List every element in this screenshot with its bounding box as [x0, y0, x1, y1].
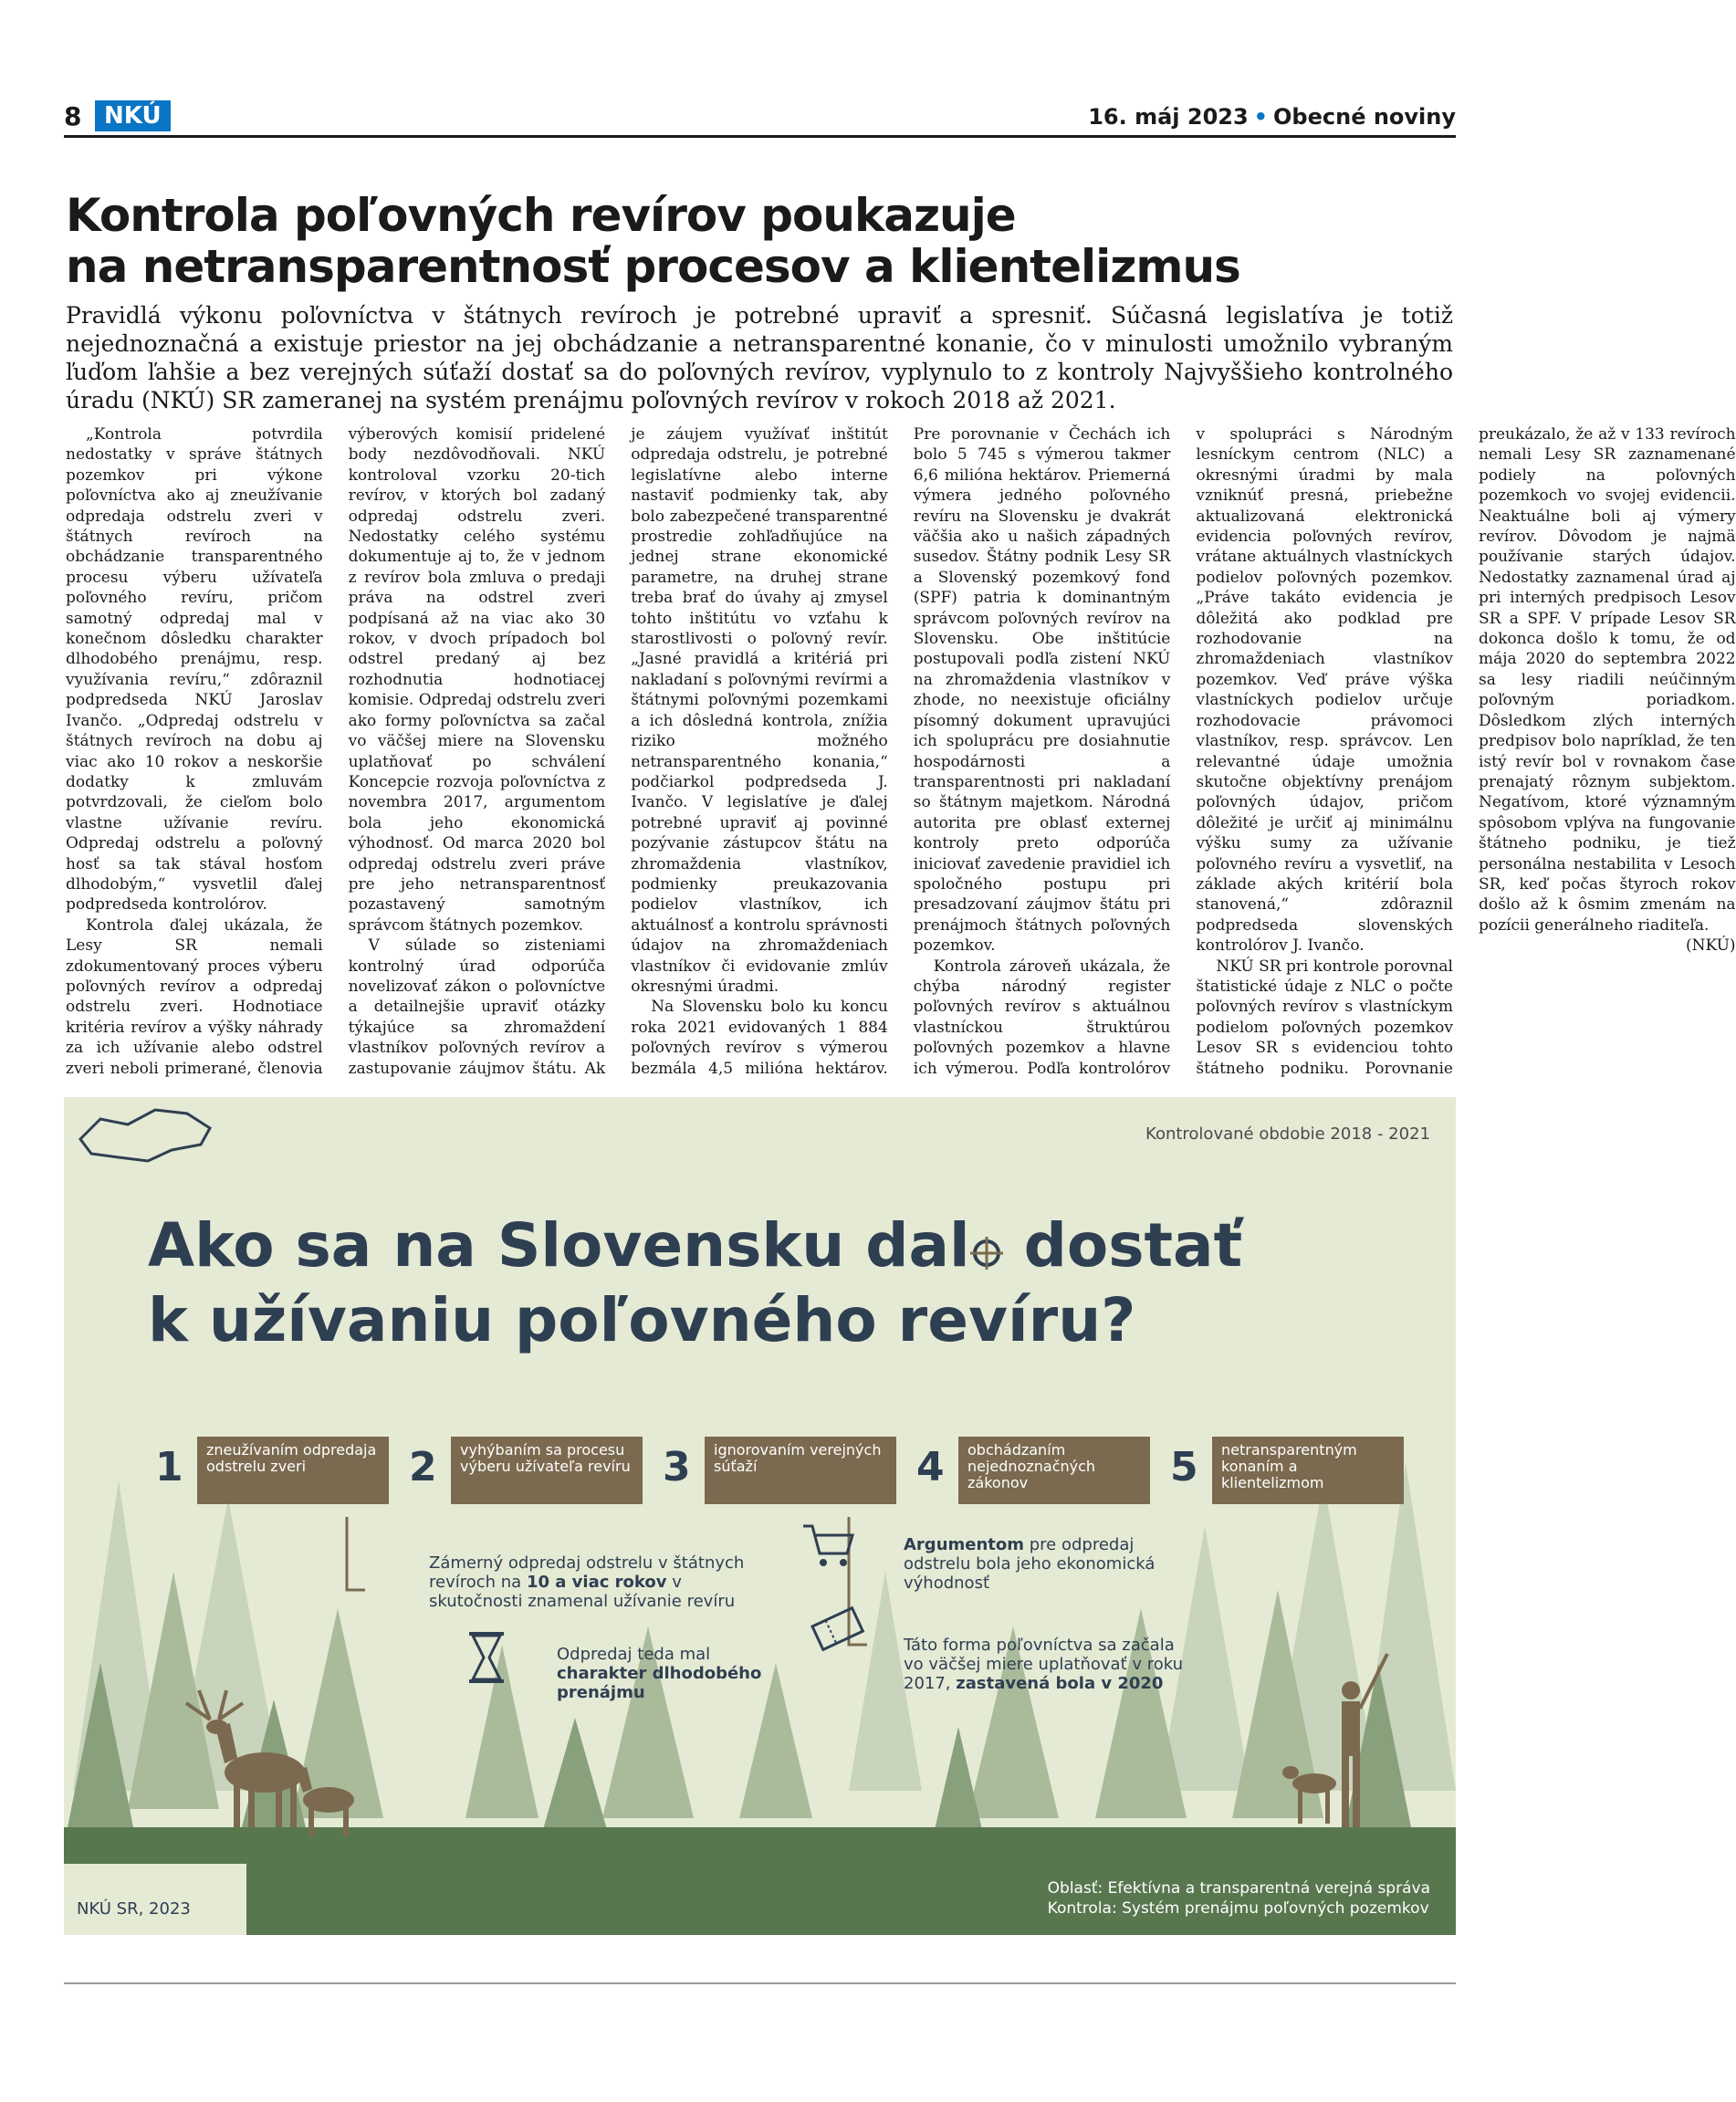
step-label: netransparentným konaním a klientelizmom: [1212, 1437, 1404, 1504]
note-emphasis: zastavená bola v 2020: [956, 1674, 1164, 1693]
article-headline: [66, 190, 1453, 292]
nku-logo: NKÚ: [95, 100, 171, 131]
note-emphasis: 10 a viac rokov: [526, 1573, 667, 1592]
step-number: 5: [1170, 1444, 1198, 1490]
step-label: zneužívaním odpredaja odstrelu zveri: [197, 1437, 389, 1504]
step-label: ignorovaním verejných súťaží: [705, 1437, 896, 1504]
article-signature: (NKÚ): [1686, 936, 1736, 956]
paper-name: Obecné noviny: [1273, 104, 1456, 130]
step-label: vyhýbaním sa procesu výberu užívateľa revíru: [451, 1437, 643, 1504]
paragraph: NKÚ SR pri kontrole porovnal štatistické údaje z NLC o počte poľovných revírov s vlastníckym podielom poľovných pozemkov Lesov SR s evidenciou tohto štátneho podniku. Porovnanie preukázalo, že až v 133 revíroch nemali Lesy SR zaznamenané podiely na poľovných pozemkoch vo svojej evidencii. Neaktuálne boli aj výmery revírov. Dôvodom je najmä používanie starých údajov. Nedostatky zaznamenal úrad aj pri interných predpisoch Lesov SR a SPF. V prípade Lesov SR dokonca došlo k tomu, že od mája 2020 do septembra 2022 sa lesy riadili neúčinným poľovným poriadkom. Dôsledkom zlých interných predpisov bolo napríklad, že ten istý revír bol v rovnakom čase prenajatý rôznym subjektom. Negatívom, ktoré významným spôsobom vplýva na fungovanie štátneho podniku, je tiež personálna nestabilita v Lesoch SR, keď počas štyroch rokov došlo až k ôsmim zmenám na pozícii generálneho riaditeľa.: [1196, 425, 1736, 1078]
headline-line-2: na netransparentnosť procesov a klientelizmus: [66, 240, 1240, 293]
note-text: pre odpredaj odstrelu bola jeho ekonomická výhodnosť: [904, 1535, 1156, 1593]
note-charakter: [557, 1645, 794, 1702]
note-odpredaj: [429, 1553, 776, 1611]
footer-rule: [64, 1982, 1456, 1984]
step-label: obchádzaním nejednoznačných zákonov: [958, 1437, 1150, 1504]
infographic-area: [1048, 1878, 1430, 1919]
paragraph: V súlade so zisteniami kontrolný úrad odporúča novelizovať zákon o poľovníctve a detailnejšie upraviť otázky týkajúce sa zhromaždení vlastníkov poľovných revírov a zastupovanie záujmov štátu. Ak je záujem využívať inštitút odpredaja odstrelu, je potrebné legislatívne alebo interne nastaviť podmienky tak, aby bolo zabezpečené transparentné prostredie zohľadňujúce na jednej strane ekonomické parametre, na druhej strane treba brať do úvahy aj zmysel tohto inštitútu vo vzťahu k starostlivosti o poľovný revír. „Jasné pravidlá a kritériá pri nakladaní s poľovnými revírmi a štátnymi poľovnými pozemkami a ich dôsledná kontrola, znížia riziko možného netransparentného konania,“ podčiarkol podpredseda J. Ivančo. V legislatíve je ďalej potrebné upraviť aj povinné pozývanie zástupcov štátu na zhromaždenia vlastníkov, podmienky preukazovania podielov vlastníkov, ich aktuálnosť a kontrolu správnosti údajov na zhromaždeniach vlastníkov či evidovanie zmlúv okresnými úradmi.: [348, 425, 888, 1078]
title-part: k užívaniu: [148, 1285, 516, 1355]
issue-date: 16. máj 2023: [1088, 104, 1249, 130]
paragraph: „Kontrola potvrdila nedostatky v správe štátnych pozemkov pri výkone poľovníctva ako aj zneužívanie odpredaja odstrelu zveri v štátnych revíroch na obchádzanie transparentného procesu výberu užívateľa poľovného revíru, pričom samotný odpredaj mal v konečnom dôsledku charakter dlhodobého prenájmu, resp. využívania revíru,“ zdôraznil podpredseda NKÚ Jaroslav Ivančo. „Odpredaj odstrelu v štátnych revíroch na dobu aj viac ako 10 rokov a neskoršie dodatky k zmluvám potvrdzovali, že cieľom bolo vlastne užívanie revíru. Odpredaj odstrelu a poľovný hosť sa tak stával hosťom dlhodobým,“ vysvetlil ďalej podpredseda kontrolórov.: [66, 425, 323, 915]
paragraph: Kontrola zároveň ukázala, že chýba národný register poľovných revírov s aktuálnou vlastníckou štruktúrou poľovných pozemkov a hlavne ich výmerou. Podľa kontrolórov v spolupráci s Národným lesníckym centrom (NLC) a okresnými úradmi by mala vzniknúť presná, priebežne aktualizovaná elektronická evidencia poľovných revírov, vrátane aktuálnych vlastníckych podielov poľovných pozemkov. „Práve takáto evidencia je dôležitá ako podklad pre rozhodovanie na zhromaždeniach vlastníkov pozemkov. Veď práve výška vlastníckych podielov určuje rozhodovacie právomoci vlastníkov, resp. správcov. Len relevantné údaje umožnia skutočne objektívny prenájom poľovných údajov, pričom dôležité je určiť aj minimálnu výšku sumy za užívanie poľovného revíru a vysvetliť, na základe akých kritérií bola stanovená,“ zdôraznil podpredseda slovenských kontrolórov J. Ivančo.: [913, 425, 1453, 1078]
step-number: 3: [663, 1444, 691, 1490]
page-number: 8: [64, 101, 82, 131]
note-text: v skutočnosti znamenal užívanie revíru: [429, 1573, 736, 1611]
hourglass-icon: [469, 1632, 504, 1683]
title-part: Ako sa na Slovensku dal: [148, 1210, 970, 1281]
headline-line-1: Kontrola poľovných revírov poukazuje: [66, 189, 1016, 242]
infographic: [64, 1097, 1456, 1935]
note-forma: [904, 1636, 1196, 1693]
area-line: Oblasť: Efektívna a transparentná verejná správa: [1047, 1879, 1430, 1898]
paragraph: Kontrola ďalej ukázala, že Lesy SR nemali zdokumentovaný proces výberu poľovných revírov a odpredaj odstrelu zveri. Hodnotiace kritéria revírov a výšky náhrady za ich užívanie alebo odstrel zveri neboli primerané, členovia výberových komisií pridelené body nezdôvodňovali. NKÚ kontroloval vzorku 20-tich revírov, v ktorých bol zadaný odpredaj odstrelu zveri. Nedostatky celého systému dokumentuje aj to, že v jednom z revírov bola zmluva o predaji práva na odstrel zveri podpísaná až na viac ako 30 rokov, v dvoch prípadoch bol odstrel predaný aj bez rozhodnutia hodnotiacej komisie. Odpredaj odstrelu zveri ako formy poľovníctva sa začal vo väčšej miere na Slovensku uplatňovať po schválení Koncepcie rozvoja poľovníctva z novembra 2017, argumentom bola jeho ekonomická výhodnosť. Od marca 2020 bol odpredaj odstrelu zveri práve pre jeho netransparentnosť pozastavený samotným správcom štátnych pozemkov.: [66, 425, 606, 1078]
note-emphasis: Argumentom: [904, 1535, 1025, 1554]
infographic-title: [148, 1208, 1242, 1358]
step-number: 4: [916, 1444, 945, 1490]
step-number: 1: [155, 1444, 183, 1490]
note-text: Odpredaj teda mal: [557, 1645, 711, 1664]
infographic-source: NKÚ SR, 2023: [77, 1899, 191, 1919]
area-line: Kontrola: Systém prenájmu poľovných pozemkov: [1047, 1899, 1429, 1918]
slovakia-map-icon: [80, 1110, 210, 1161]
paragraph: Na Slovensku bolo ku koncu roka 2021 evidovaných 1 884 poľovných revírov s výmerou bezmála 4,5 milióna hektárov. Pre porovnanie v Čechách ich bolo 5 745 s výmerou takmer 6,6 milióna hektárov. Priemerná výmera jedného poľovného revíru na Slovensku je dvakrát väčšia ako u našich západných susedov. Štátny podnik Lesy SR a Slovenský pozemkový fond (SPF) patria k dominantným správcom poľovných revírov na Slovensku. Obe inštitúcie postupovali podľa zistení NKÚ na zhromaždenia vlastníkov v zhode, no neexistuje oficiálny písomný dokument upravujúci ich spoluprácu pre dosiahnutie hospodárnosti a transparentnosti pri nakladaní so štátnym majetkom. Národná autorita pre oblasť externej kontroly preto odporúča iniciovať zavedenie pravidiel ich spoločného postupu pri presadzovaní záujmov štátu pri prenájmoch štátnych poľovných pozemkov.: [631, 425, 1171, 1078]
note-argument: [904, 1535, 1177, 1593]
note-text: Táto forma poľovníctva sa začala vo väčšej miere uplatňovať v roku 2017,: [904, 1636, 1184, 1693]
crosshair-icon: [970, 1237, 1003, 1270]
article-lede: Pravidlá výkonu poľovníctva v štátnych revíroch je potrebné upraviť a spresniť. Súčasná legislatíva je totiž nejednoznačná a existuje priestor na jej obchádzanie a netransparentné konanie, čo v minulosti umožnilo vybraným ľuďom ľahšie a bez verejných súťaží dostať sa do poľovných revírov, vyplynulo to z kontroly Najvyššieho kontrolného úradu (NKÚ) SR zameranej na systém prenájmu poľovných revírov v rokoch 2018 až 2021.: [66, 302, 1453, 413]
article-body: [66, 424, 1736, 1087]
issue-info: [1088, 99, 1456, 135]
bullet-separator: •: [1253, 104, 1269, 130]
title-emphasis: poľovného revíru?: [515, 1285, 1136, 1355]
shopping-cart-icon: [803, 1526, 852, 1566]
step-number: 2: [409, 1444, 437, 1490]
masthead: [64, 99, 1456, 138]
note-text: Zámerný odpredaj odstrelu v štátnych revíroch na: [429, 1553, 745, 1592]
control-period: Kontrolované obdobie 2018 - 2021: [1145, 1124, 1430, 1144]
title-part: dostať: [1002, 1210, 1243, 1281]
note-emphasis: charakter dlhodobého prenájmu: [557, 1664, 762, 1702]
